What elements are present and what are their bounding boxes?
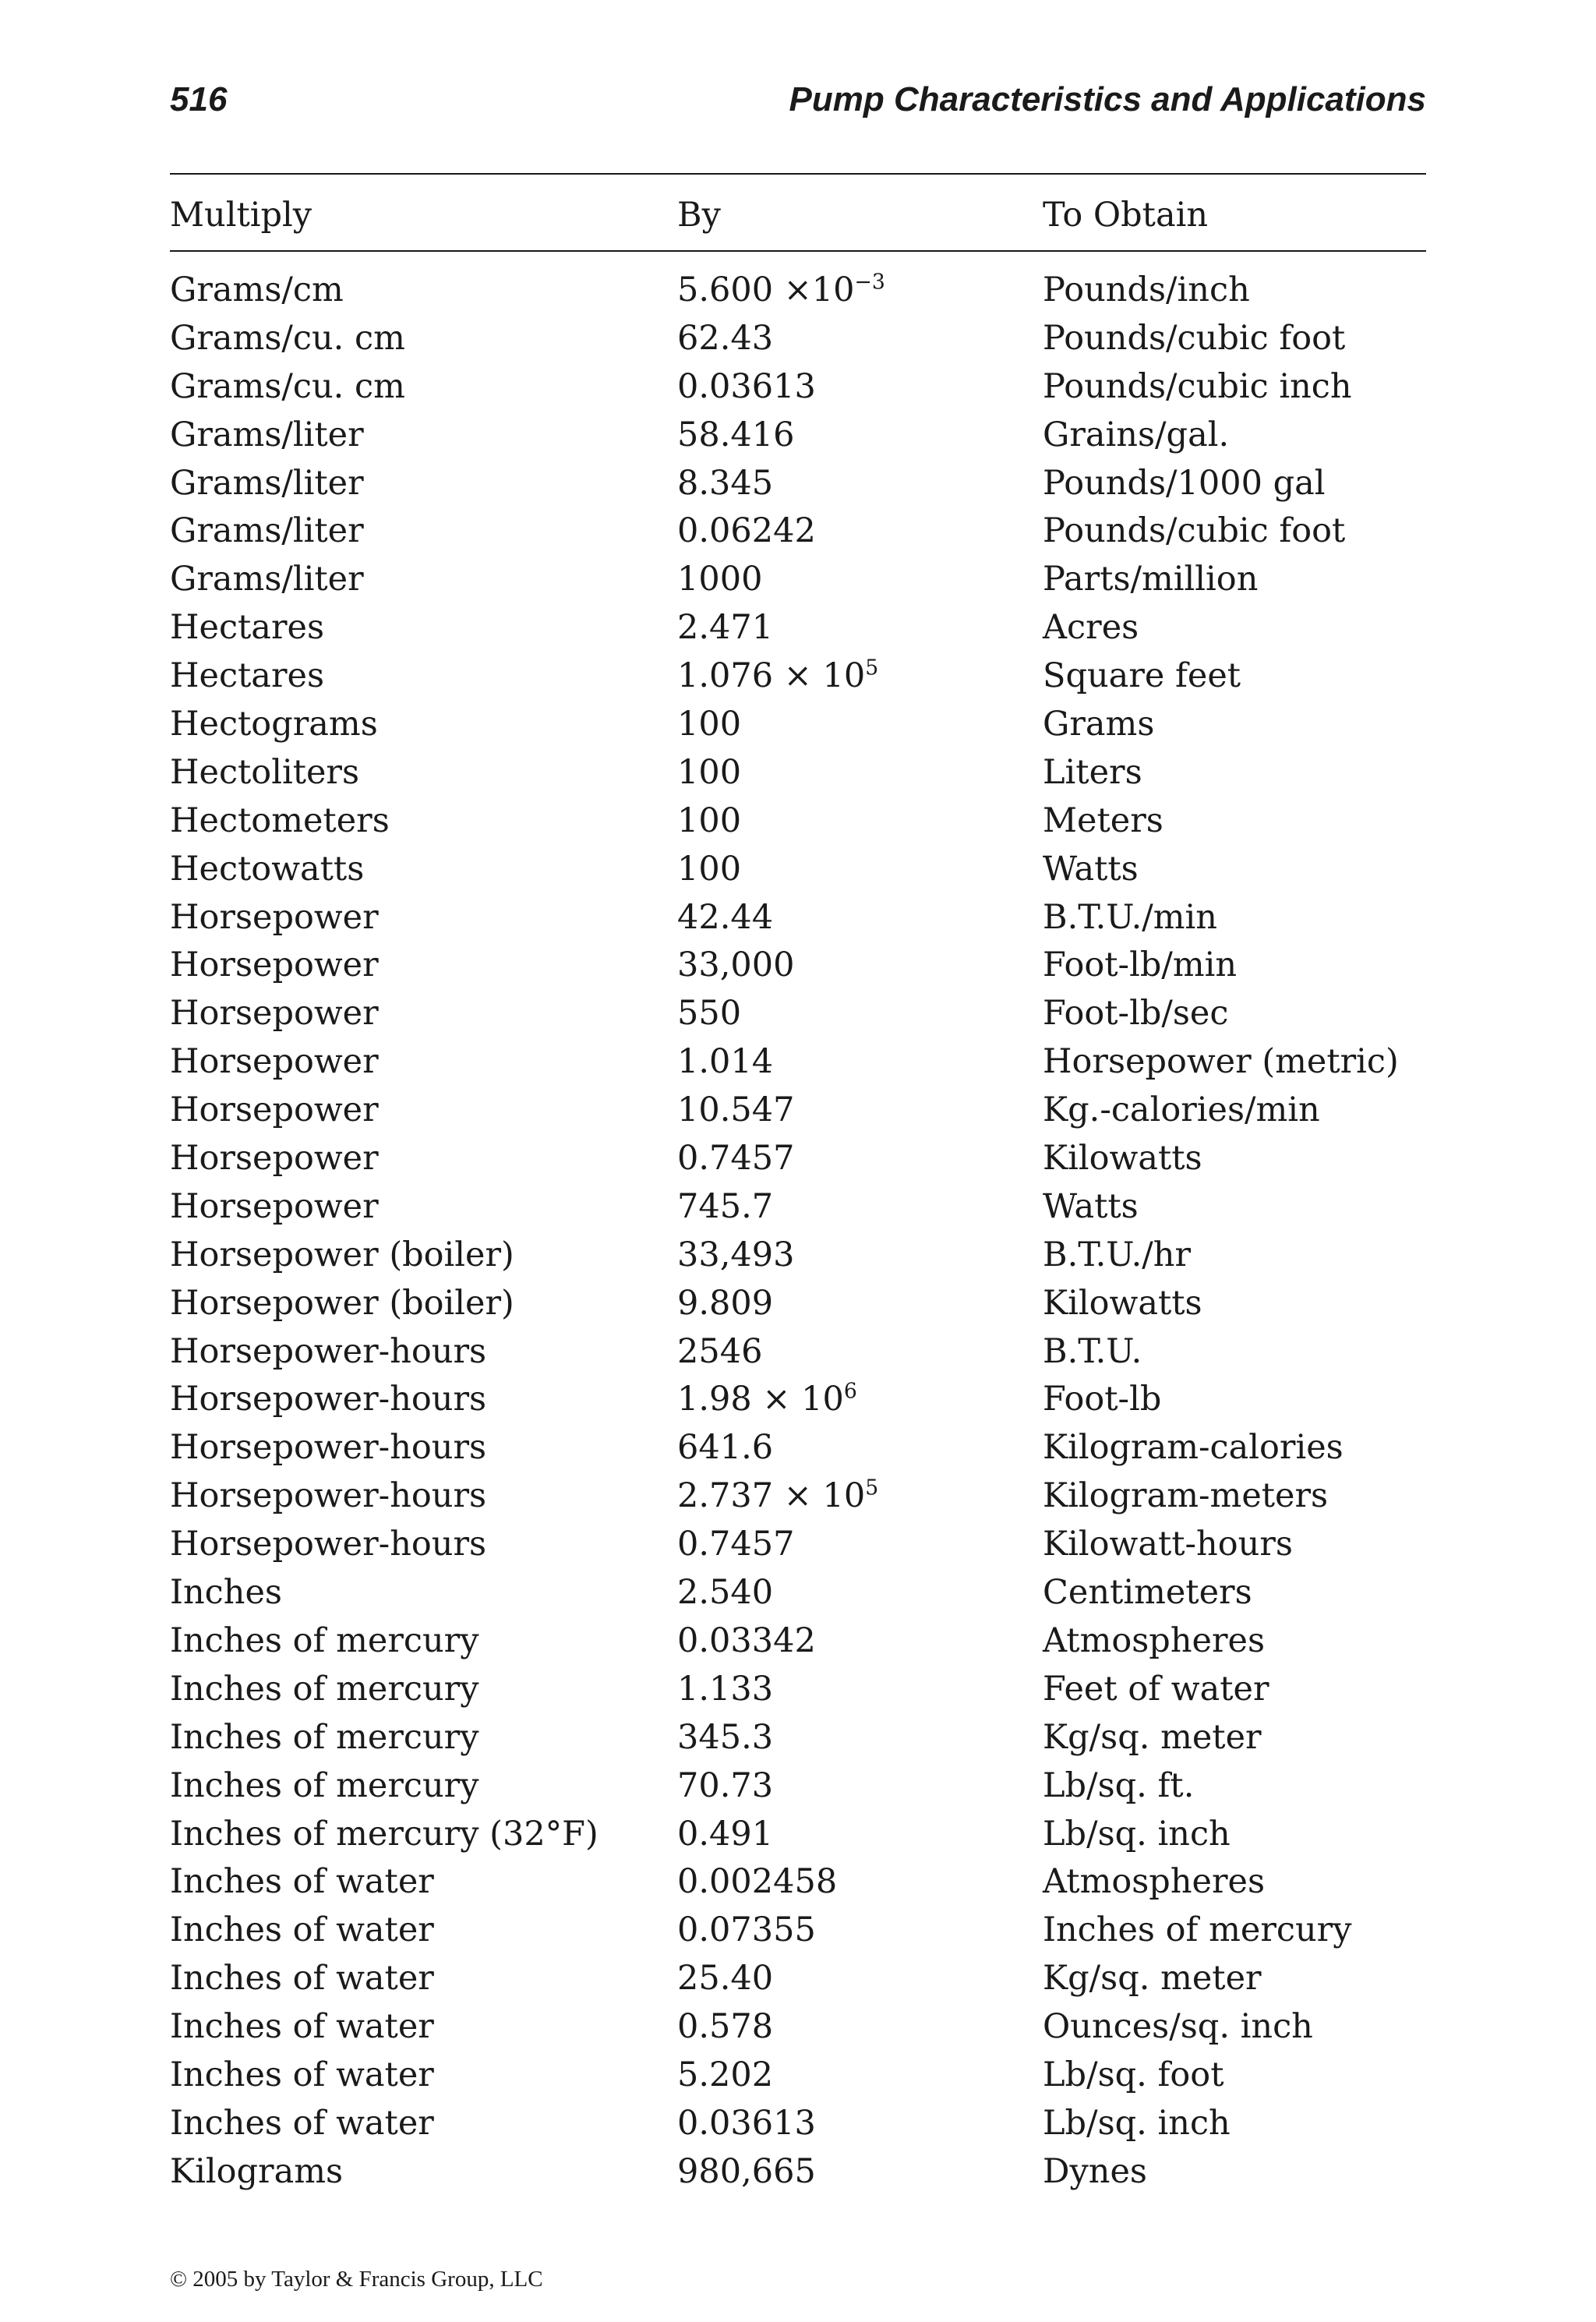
cell-to-obtain: Lb/sq. inch	[1043, 2103, 1231, 2143]
cell-to-obtain: Lb/sq. inch	[1043, 1814, 1231, 1854]
cell-to-obtain: Watts	[1043, 1186, 1139, 1226]
table-row	[0, 1135, 1596, 1183]
cell-by	[677, 2052, 773, 2100]
cell-by-value: 1.014	[677, 1042, 774, 1082]
cell-to-obtain: Pounds/1000 gal	[1043, 463, 1326, 503]
cell-multiply: Inches of mercury	[170, 1717, 479, 1757]
table-row	[0, 2148, 1596, 2197]
cell-to-obtain: Kilowatts	[1043, 1283, 1202, 1323]
cell-multiply: Inches of water	[170, 2007, 434, 2047]
cell-by-value: 745.7	[677, 1186, 774, 1226]
cell-by-value: 9.809	[677, 1283, 774, 1323]
table-row	[0, 1087, 1596, 1135]
cell-to-obtain: Kg/sq. meter	[1043, 1717, 1262, 1757]
cell-by-value: 62.43	[677, 318, 774, 358]
table-row	[0, 1617, 1596, 1666]
cell-to-obtain: Pounds/cubic foot	[1043, 318, 1346, 358]
cell-by-value: 2.540	[677, 1573, 774, 1613]
cell-by-value: 100	[677, 801, 742, 840]
cell-multiply: Horsepower-hours	[170, 1525, 487, 1564]
cell-to-obtain: Kilowatts	[1043, 1139, 1202, 1179]
table-header-rule	[170, 250, 1426, 252]
cell-by-value: 0.002458	[677, 1862, 838, 1902]
table-row	[0, 1666, 1596, 1714]
cell-multiply: Horsepower-hours	[170, 1476, 487, 1516]
cell-to-obtain: Acres	[1043, 608, 1139, 648]
cell-multiply: Inches of water	[170, 2103, 434, 2143]
cell-by	[677, 942, 794, 990]
cell-multiply: Horsepower	[170, 1090, 379, 1130]
cell-by	[677, 556, 762, 604]
cell-by	[677, 604, 773, 652]
cell-by-value: 5.202	[677, 2055, 774, 2094]
cell-by-value: 2546	[677, 1331, 763, 1371]
cell-by	[677, 363, 816, 412]
table-row	[0, 1328, 1596, 1377]
cell-by	[677, 460, 773, 508]
cell-by	[677, 701, 741, 749]
cell-multiply: Grams/cu. cm	[170, 318, 405, 358]
cell-by	[677, 1955, 773, 2003]
cell-multiply: Grams/cu. cm	[170, 366, 405, 406]
column-header-by: By	[677, 196, 721, 235]
cell-by-value: 550	[677, 994, 742, 1034]
cell-by-value: 8.345	[677, 463, 774, 503]
cell-to-obtain: B.T.U./min	[1043, 897, 1217, 937]
table-row	[0, 2003, 1596, 2052]
cell-multiply: Grams/liter	[170, 415, 364, 454]
cell-to-obtain: Kilowatt-hours	[1043, 1525, 1293, 1564]
cell-multiply: Inches of mercury	[170, 1765, 479, 1805]
cell-by-value: 1.133	[677, 1669, 774, 1709]
table-row	[0, 1183, 1596, 1232]
copyright-footer: © 2005 by Taylor & Francis Group, LLC	[170, 2267, 543, 2292]
cell-multiply: Horsepower	[170, 1139, 379, 1179]
cell-by	[677, 1280, 773, 1328]
cell-multiply: Inches of mercury	[170, 1620, 479, 1660]
table-row	[0, 267, 1596, 315]
cell-by	[677, 749, 741, 797]
cell-by	[677, 1617, 816, 1666]
cell-to-obtain: Inches of mercury	[1043, 1910, 1352, 1950]
cell-by-value: 0.03342	[677, 1620, 816, 1660]
cell-to-obtain: Square feet	[1043, 656, 1241, 696]
cell-to-obtain: Lb/sq. foot	[1043, 2055, 1224, 2094]
cell-by	[677, 1521, 794, 1569]
cell-multiply: Inches of water	[170, 2055, 434, 2094]
cell-multiply: Inches	[170, 1573, 282, 1613]
cell-to-obtain: Dynes	[1043, 2151, 1147, 2191]
running-title: Pump Characteristics and Applications	[789, 80, 1426, 118]
cell-by-value: 0.7457	[677, 1525, 795, 1564]
table-row	[0, 1280, 1596, 1328]
cell-by-value: 70.73	[677, 1765, 774, 1805]
cell-by	[677, 315, 773, 363]
cell-by	[677, 1666, 773, 1714]
table-row	[0, 749, 1596, 797]
cell-by	[677, 1762, 773, 1811]
cell-multiply: Inches of mercury	[170, 1669, 479, 1709]
cell-by-value: 0.03613	[677, 366, 816, 406]
cell-by-exponent: 6	[843, 1380, 857, 1405]
cell-by	[677, 2148, 816, 2197]
cell-to-obtain: Watts	[1043, 849, 1139, 889]
cell-by	[677, 894, 773, 942]
cell-to-obtain: Kilogram-meters	[1043, 1476, 1329, 1516]
cell-multiply: Horsepower (boiler)	[170, 1235, 514, 1274]
cell-to-obtain: Foot-lb	[1043, 1380, 1162, 1419]
cell-multiply: Horsepower (boiler)	[170, 1283, 514, 1323]
table-row	[0, 942, 1596, 990]
table-row	[0, 1376, 1596, 1424]
cell-multiply: Horsepower	[170, 1042, 379, 1082]
cell-by-value: 10.547	[677, 1090, 795, 1130]
cell-to-obtain: Centimeters	[1043, 1573, 1252, 1613]
cell-to-obtain: Horsepower (metric)	[1043, 1042, 1399, 1082]
cell-by	[677, 267, 885, 315]
cell-to-obtain: B.T.U.	[1043, 1331, 1142, 1371]
cell-to-obtain: Kg.-calories/min	[1043, 1090, 1320, 1130]
cell-by-value: 1000	[677, 560, 763, 599]
cell-by-value: 0.07355	[677, 1910, 816, 1950]
cell-multiply: Horsepower-hours	[170, 1331, 487, 1371]
cell-multiply: Horsepower	[170, 897, 379, 937]
cell-by-value: 100	[677, 752, 742, 792]
table-row	[0, 363, 1596, 412]
cell-by-value: 0.491	[677, 1814, 774, 1854]
column-header-to-obtain: To Obtain	[1043, 196, 1209, 235]
cell-by	[677, 507, 816, 556]
cell-by	[677, 1328, 762, 1377]
cell-multiply: Grams/liter	[170, 463, 364, 503]
cell-by-value: 58.416	[677, 415, 795, 454]
cell-by	[677, 1472, 878, 1521]
cell-by-value: 33,000	[677, 945, 795, 985]
table-row	[0, 701, 1596, 749]
cell-multiply: Hectograms	[170, 705, 378, 744]
table-row	[0, 1038, 1596, 1087]
table-row	[0, 2052, 1596, 2100]
cell-multiply: Kilograms	[170, 2151, 344, 2191]
cell-multiply: Horsepower	[170, 994, 379, 1034]
cell-to-obtain: Ounces/sq. inch	[1043, 2007, 1313, 2047]
cell-to-obtain: B.T.U./hr	[1043, 1235, 1191, 1274]
cell-by	[677, 797, 741, 846]
cell-by-value: 2.737 × 10	[677, 1476, 866, 1516]
cell-by-value: 5.600 ×10	[677, 270, 855, 309]
cell-by	[677, 2003, 773, 2052]
cell-multiply: Hectowatts	[170, 849, 365, 889]
cell-multiply: Horsepower-hours	[170, 1428, 487, 1468]
table-row	[0, 1472, 1596, 1521]
cell-by	[677, 1232, 794, 1280]
cell-by-value: 0.578	[677, 2007, 774, 2047]
cell-multiply: Horsepower	[170, 945, 379, 985]
cell-by-value: 641.6	[677, 1428, 774, 1468]
cell-multiply: Inches of water	[170, 1959, 434, 1999]
cell-multiply: Hectares	[170, 656, 325, 696]
cell-to-obtain: Foot-lb/sec	[1043, 994, 1229, 1034]
cell-by-value: 1.98 × 10	[677, 1380, 844, 1419]
cell-by	[677, 1714, 773, 1762]
table-row	[0, 894, 1596, 942]
cell-by-value: 33,493	[677, 1235, 795, 1274]
table-row	[0, 846, 1596, 894]
cell-by-exponent: 5	[865, 1476, 879, 1500]
table-row	[0, 1714, 1596, 1762]
table-row	[0, 990, 1596, 1038]
cell-to-obtain: Liters	[1043, 752, 1142, 792]
cell-by-value: 100	[677, 705, 742, 744]
cell-by	[677, 846, 741, 894]
cell-by-value: 100	[677, 849, 742, 889]
cell-multiply: Inches of water	[170, 1862, 434, 1902]
cell-multiply: Hectares	[170, 608, 325, 648]
cell-to-obtain: Feet of water	[1043, 1669, 1269, 1709]
cell-by	[677, 1135, 794, 1183]
cell-to-obtain: Atmospheres	[1043, 1620, 1266, 1660]
cell-by	[677, 1087, 794, 1135]
table-top-rule	[170, 173, 1426, 175]
cell-by	[677, 652, 878, 701]
table-row	[0, 1424, 1596, 1472]
cell-to-obtain: Pounds/cubic inch	[1043, 366, 1352, 406]
cell-by	[677, 1907, 816, 1955]
cell-to-obtain: Grams	[1043, 705, 1155, 744]
cell-multiply: Hectoliters	[170, 752, 360, 792]
conversion-table-body	[0, 267, 1596, 2197]
cell-multiply: Grams/liter	[170, 511, 364, 551]
table-row	[0, 1811, 1596, 1859]
cell-multiply: Inches of mercury (32°F)	[170, 1814, 598, 1854]
cell-to-obtain: Pounds/cubic foot	[1043, 511, 1346, 551]
table-row	[0, 1907, 1596, 1955]
table-row	[0, 604, 1596, 652]
cell-multiply: Grams/liter	[170, 560, 364, 599]
cell-by	[677, 412, 794, 460]
table-row	[0, 1569, 1596, 1617]
table-row	[0, 1858, 1596, 1907]
page-header	[170, 76, 1426, 123]
cell-by-value: 25.40	[677, 1959, 774, 1999]
cell-by-value: 0.7457	[677, 1139, 795, 1179]
table-row	[0, 1955, 1596, 2003]
cell-to-obtain: Foot-lb/min	[1043, 945, 1238, 985]
cell-multiply: Horsepower-hours	[170, 1380, 487, 1419]
cell-multiply: Hectometers	[170, 801, 390, 840]
cell-to-obtain: Pounds/inch	[1043, 270, 1250, 309]
cell-to-obtain: Meters	[1043, 801, 1163, 840]
table-row	[0, 315, 1596, 363]
cell-by-exponent: 5	[865, 656, 879, 680]
cell-by-value: 2.471	[677, 608, 774, 648]
cell-by	[677, 1183, 773, 1232]
cell-multiply: Inches of water	[170, 1910, 434, 1950]
table-row	[0, 1521, 1596, 1569]
cell-by-value: 980,665	[677, 2151, 816, 2191]
cell-by-value: 0.03613	[677, 2103, 816, 2143]
cell-by-value: 0.06242	[677, 511, 816, 551]
table-row	[0, 1762, 1596, 1811]
cell-by-value: 345.3	[677, 1717, 774, 1757]
table-row	[0, 556, 1596, 604]
cell-to-obtain: Parts/million	[1043, 560, 1259, 599]
cell-by-value: 1.076 × 10	[677, 656, 866, 696]
table-row	[0, 412, 1596, 460]
cell-by	[677, 1569, 773, 1617]
cell-by	[677, 1858, 837, 1907]
cell-to-obtain: Atmospheres	[1043, 1862, 1266, 1902]
cell-multiply: Grams/cm	[170, 270, 344, 309]
table-row	[0, 652, 1596, 701]
cell-to-obtain: Kilogram-calories	[1043, 1428, 1344, 1468]
table-row	[0, 1232, 1596, 1280]
cell-to-obtain: Lb/sq. ft.	[1043, 1765, 1195, 1805]
cell-by	[677, 2100, 816, 2148]
cell-to-obtain: Kg/sq. meter	[1043, 1959, 1262, 1999]
column-header-multiply: Multiply	[170, 196, 312, 235]
table-row	[0, 460, 1596, 508]
cell-by-value: 42.44	[677, 897, 774, 937]
table-row	[0, 507, 1596, 556]
table-row	[0, 797, 1596, 846]
cell-to-obtain: Grains/gal.	[1043, 415, 1230, 454]
cell-by	[677, 1376, 857, 1424]
table-row	[0, 2100, 1596, 2148]
page-number: 516	[170, 80, 228, 118]
cell-multiply: Horsepower	[170, 1186, 379, 1226]
cell-by	[677, 1424, 773, 1472]
cell-by-exponent: −3	[854, 270, 885, 295]
cell-by	[677, 1038, 773, 1087]
cell-by	[677, 990, 741, 1038]
cell-by	[677, 1811, 773, 1859]
